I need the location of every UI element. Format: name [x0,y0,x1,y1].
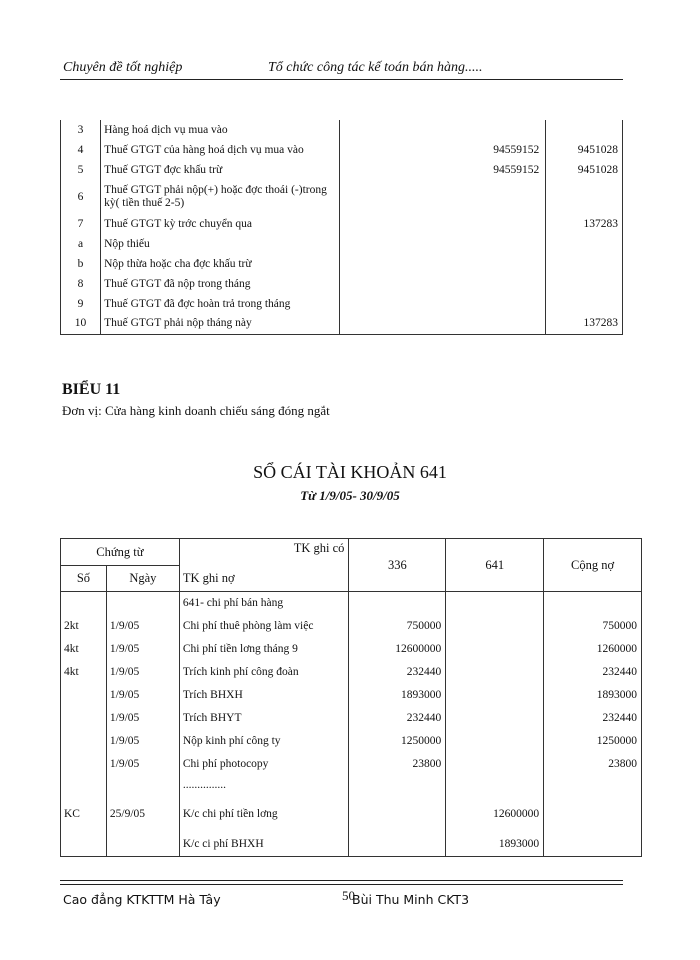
ledger-row-336: 1893000 [349,684,446,707]
vat-row [61,274,623,294]
ledger-row-336: 750000 [349,615,446,638]
ledger-row-336 [349,834,446,857]
ledger-row-total [544,834,642,857]
ledger-row-ngay: 1/9/05 [106,615,179,638]
footer-right: Bùi Thu Minh CKT3 [352,892,470,907]
ledger-row-description: Trích BHYT [179,707,349,730]
ledger-row-description: Chi phí tiền lơng tháng 9 [179,638,349,661]
ledger-row-total: 1250000 [596,734,637,747]
ledger-row-description: Chi phí thuê phòng làm việc [179,615,349,638]
footer-rule-top [60,880,623,881]
ledger-row-description: K/c chi phí tiền lơng [179,796,349,834]
ledger-row-so [61,834,107,857]
vat-row-value-2 [546,254,623,274]
ledger-row [61,730,642,753]
ledger-row-336: 1250000 [349,730,446,753]
ledger-row-ngay: 1/9/05 [106,661,179,684]
ledger-row [61,834,642,857]
vat-row-description: Thuế GTGT kỳ trớc chuyển qua [101,214,340,234]
vat-row-description: Thuế GTGT phải nộp tháng này [101,314,340,334]
vat-row-value-2 [546,120,623,140]
ledger-row-total: 750000 [602,619,637,632]
header-right: Tổ chức công tác kế toán bán hàng..... [268,60,483,75]
vat-row-value-2 [546,234,623,254]
vat-row-description: Thuế GTGT phải nộp(+) hoặc đợc thoái (-)trong kỳ( tiền thuế 2-5) [101,180,340,214]
hdr-336: 336 [349,539,446,592]
vat-row-value-1 [339,120,546,140]
ledger-row-ngay: 1/9/05 [106,684,179,707]
vat-row-value-1: 94559152 [339,160,546,180]
ledger-row-description: Nộp kinh phí công ty [179,730,349,753]
ledger-row-641 [446,707,544,730]
ledger-row-description: Chi phí photocopy [179,753,349,776]
ledger-row-so: 4kt [61,661,107,684]
ledger-row-ngay: 1/9/05 [106,730,179,753]
bieu-unit: Đơn vị: Cửa hàng kinh doanh chiếu sáng đóng ngắt [62,403,330,418]
ledger-row-ngay [106,592,179,615]
ledger-row-641 [446,684,544,707]
ledger-row-so: KC [61,796,107,834]
vat-row-value-1: 94559152 [339,140,546,160]
vat-row-value-2 [546,294,623,314]
vat-row-number: 9 [61,294,101,314]
vat-row-number: 6 [61,180,101,214]
bieu-title: BIỂU 11 [62,381,121,398]
ledger-row [61,776,642,796]
vat-row [61,214,623,234]
vat-row-number: 3 [61,120,101,140]
vat-row [61,160,623,180]
vat-row-description: Thuế GTGT đợc khấu trừ [101,160,340,180]
vat-row-description: Nộp thừa hoặc cha đợc khấu trừ [101,254,340,274]
ledger-row-336: 232440 [349,661,446,684]
vat-row [61,120,623,140]
ledger-row-total: 1893000 [596,688,637,701]
ledger-row-total: 1260000 [596,642,637,655]
ledger-row [61,753,642,776]
vat-row-number: 8 [61,274,101,294]
ledger-row [61,592,642,615]
ledger-row-description: Trích kinh phí công đoàn [179,661,349,684]
hdr-641: 641 [446,539,544,592]
vat-row-value-1 [339,314,546,334]
vat-row [61,294,623,314]
ledger-row-ngay: 1/9/05 [106,753,179,776]
ledger-row-so [61,707,107,730]
vat-row-value-1 [339,214,546,234]
vat-row-value-2 [546,274,623,294]
vat-row-value-1 [339,180,546,214]
ledger-row-so [61,753,107,776]
ledger-row-641 [446,615,544,638]
ledger-row-so [61,776,107,796]
vat-row-value-1 [339,234,546,254]
ledger-row-so [61,592,107,615]
vat-row-number: 7 [61,214,101,234]
vat-row-number: b [61,254,101,274]
vat-row-number: 5 [61,160,101,180]
ledger-row [61,661,642,684]
vat-row-description: Nộp thiếu [101,234,340,254]
vat-row [61,180,623,214]
ledger-row-641 [446,730,544,753]
vat-table [60,120,623,335]
ledger-row-336: 232440 [349,707,446,730]
vat-row [61,314,623,334]
ledger-row [61,615,642,638]
ledger-table [60,538,642,857]
hdr-tk-ghi-no: TK ghi nợ [179,566,349,592]
ledger-row-641 [446,776,544,796]
vat-row-description: Thuế GTGT đã đợc hoàn trả trong tháng [101,294,340,314]
ledger-row-description: ............... [179,776,349,796]
hdr-chung-tu: Chứng từ [61,539,180,566]
ledger-row-641: 12600000 [446,796,544,834]
ledger-row-description: 641- chi phí bán hàng [179,592,349,615]
vat-row-value-1 [339,254,546,274]
ledger-row-641: 1893000 [446,834,544,857]
ledger-row-total: 232440 [602,711,637,724]
ledger-row-336 [349,592,446,615]
hdr-tk-ghi-co: TK ghi có [179,539,349,566]
ledger-row-description: Trích BHXH [179,684,349,707]
ledger-row-ngay: 25/9/05 [106,796,179,834]
footer-left: Cao đẳng KTKTTM Hà Tây [63,892,221,907]
ledger-row-ngay [106,834,179,857]
ledger-row-336: 23800 [349,753,446,776]
vat-row [61,254,623,274]
header-left: Chuyên đề tốt nghiệp [63,60,183,75]
vat-row-value-2: 137283 [583,317,618,330]
ledger-row [61,684,642,707]
ledger-row-641 [446,753,544,776]
ledger-period: Từ 1/9/05- 30/9/05 [300,488,400,503]
ledger-row-ngay: 1/9/05 [106,638,179,661]
ledger-row-641 [446,661,544,684]
vat-row-value-1 [339,294,546,314]
ledger-row-ngay: 1/9/05 [106,707,179,730]
ledger-row-total: 232440 [602,665,637,678]
ledger-row-total [544,592,642,615]
hdr-so: Số [61,566,107,592]
ledger-row-so: 4kt [61,638,107,661]
ledger-row [61,796,642,834]
footer-page-number: 50 [342,888,355,903]
ledger-row-so [61,684,107,707]
vat-row-description: Thuế GTGT đã nộp trong tháng [101,274,340,294]
ledger-row-so [61,730,107,753]
vat-row [61,140,623,160]
vat-row-value-2: 9451028 [577,143,618,156]
ledger-row-total: 23800 [608,757,637,770]
footer-rule-bottom [60,884,623,885]
vat-row-value-2: 9451028 [577,163,618,176]
ledger-row-336: 12600000 [349,638,446,661]
vat-row-value-2 [546,180,623,214]
ledger-row-641 [446,592,544,615]
ledger-row-ngay [106,776,179,796]
ledger-row-336 [349,796,446,834]
ledger-row [61,707,642,730]
vat-row-number: a [61,234,101,254]
ledger-row-description: K/c ci phí BHXH [179,834,349,857]
ledger-row [61,638,642,661]
vat-row-value-2: 137283 [583,217,618,230]
ledger-row-total [544,776,642,796]
ledger-title: SỔ CÁI TÀI KHOẢN 641 [253,462,447,482]
ledger-row-641 [446,638,544,661]
ledger-row-so: 2kt [61,615,107,638]
vat-row-number: 10 [61,314,101,334]
header-rule [60,79,623,80]
ledger-row-336 [349,776,446,796]
hdr-cong-no: Cộng nợ [544,539,642,592]
vat-row-number: 4 [61,140,101,160]
vat-row-description: Hàng hoá dịch vụ mua vào [101,120,340,140]
vat-row-value-1 [339,274,546,294]
vat-row-description: Thuế GTGT của hàng hoá dịch vụ mua vào [101,140,340,160]
ledger-row-total [544,796,642,834]
vat-row [61,234,623,254]
hdr-ngay: Ngày [106,566,179,592]
